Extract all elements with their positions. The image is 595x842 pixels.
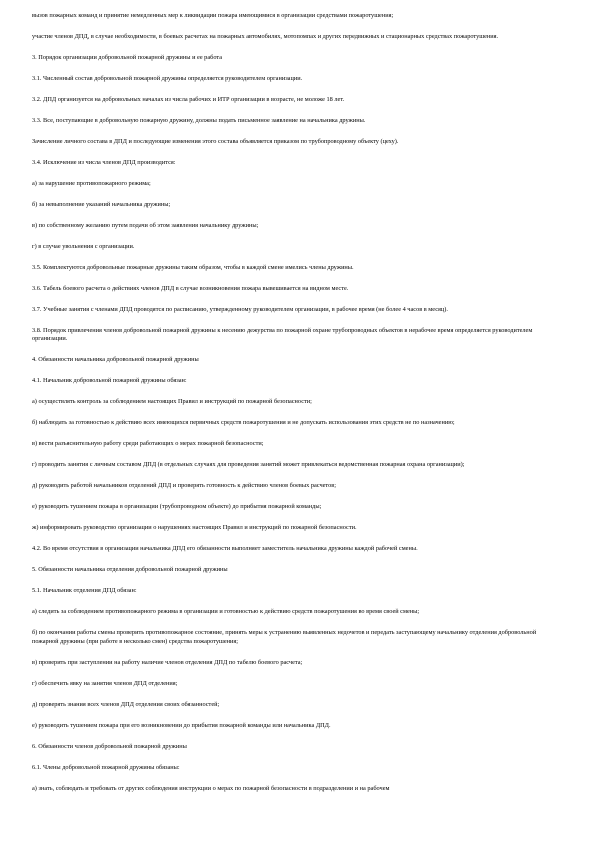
section-heading-3: 3. Порядок организации добровольной пожарной дружины и ее работа xyxy=(32,54,223,61)
list-item-4-1-e: е) руководить тушением пожара в организации (трубопроводном объекте) до прибытия пожарной команды; xyxy=(32,503,322,511)
paragraph-3-5: 3.5. Комплектуются добровольные пожарные дружины таким образом, чтобы в каждой смене имелись члены дружины. xyxy=(32,264,354,271)
list-item-5-1-b: б) по окончании работы смены проверить противопожарное состояние, принять меры к устранению выявленных недочетов и передать заступающему начальнику отделения добровольной пожарной дружины (при работе в несколько смен) средства пожаротушения; xyxy=(32,629,537,645)
list-item-5-1-e: е) руководить тушением пожара при его возникновении до прибытия пожарной команды или начальника ДПД. xyxy=(32,721,331,729)
paragraph-3-3: 3.3. Все, поступающие в добровольную пожарную дружину, должны подать письменное заявление на начальника дружины. xyxy=(32,117,366,124)
list-item-3-4-g: г) в случае увольнения с организации. xyxy=(32,243,135,250)
list-item-4-1-v: в) вести разъяснительную работу среди работающих о мерах пожарной безопасности; xyxy=(32,440,264,448)
list-item-3-4-b: б) за невыполнение указаний начальника дружины; xyxy=(32,201,171,208)
paragraph-3-8: 3.8. Порядок привлечения членов добровольной пожарной дружины к несению дежурства по пожарной охране трубопроводных объектов в нерабочее время определяется руководителем организации. xyxy=(32,327,533,343)
paragraph-call-fire-brigade: вызов пожарных команд и принятие немедленных мер к ликвидации пожара имеющимися в организации средствами пожаротушения; xyxy=(32,12,394,19)
list-item-4-1-zh: ж) информировать руководство организации о нарушениях настоящих Правил и инструкций по пожарной безопасности. xyxy=(32,524,357,532)
list-item-5-1-a: а) следить за соблюдением противопожарного режима в организации и готовностью к действию средств пожаротушения во время своей смены; xyxy=(32,608,420,616)
paragraph-4-2: 4.2. Во время отсутствия в организации начальника ДПД его обязанности выполняет заместитель начальника дружины каждой рабочей смены. xyxy=(32,545,418,553)
paragraph-6-1: 6.1. Члены добровольной пожарной дружины обязаны: xyxy=(32,763,180,771)
list-item-3-4-v: в) по собственному желанию путем подачи об этом заявления начальнику дружины; xyxy=(32,222,259,229)
section-heading-4: 4. Обязанности начальника добровольной пожарной дружины xyxy=(32,356,199,364)
paragraph-3-1: 3.1. Численный состав добровольной пожарной дружины определяется руководителем организации. xyxy=(32,75,303,82)
section-heading-6: 6. Обязанности членов добровольной пожарной дружины xyxy=(32,742,187,750)
list-item-3-4-a: а) за нарушение противопожарного режима; xyxy=(32,180,151,187)
list-item-4-1-a: а) осуществлять контроль за соблюдением настоящих Правил и инструкций по пожарной безопасности; xyxy=(32,398,312,406)
paragraph-3-7: 3.7. Учебные занятия с членами ДПД проводятся по расписанию, утвержденному руководителем организации, в рабочее время (не более 4 часов в месяц). xyxy=(32,306,448,313)
paragraph-4-1: 4.1. Начальник добровольной пожарной дружины обязан: xyxy=(32,377,187,385)
list-item-5-1-g: г) обеспечить явку на занятия членов ДПД отделения; xyxy=(32,679,178,687)
list-item-4-1-d: д) руководить работой начальников отделений ДПД и проверять готовность к действию членов боевых расчетов; xyxy=(32,482,336,490)
paragraph-3-6: 3.6. Табель боевого расчета о действиях членов ДПД в случае возникновения пожара вывешивается на видном месте. xyxy=(32,285,349,292)
list-item-5-1-v: в) проверить при заступлении на работу наличие членов отделения ДПД по табелю боевого расчета; xyxy=(32,658,303,666)
paragraph-5-1: 5.1. Начальник отделения ДПД обязан: xyxy=(32,587,137,595)
paragraph-3-4: 3.4. Исключение из числа членов ДПД производится: xyxy=(32,159,176,166)
list-item-4-1-g: г) проводить занятия с личным составом ДПД (в отдельных случаях для проведения занятий может привлекаться ведомственная пожарная охрана организации); xyxy=(32,461,465,469)
list-item-5-1-d: д) проверять знания всех членов ДПД отделения своих обязанностей; xyxy=(32,700,220,708)
paragraph-enrollment: Зачисление личного состава в ДПД и последующие изменения этого состава объявляется приказом по трубопроводному объекту (цеху). xyxy=(32,138,399,145)
section-heading-5: 5. Обязанности начальника отделения добровольной пожарной дружины xyxy=(32,566,228,574)
list-item-4-1-b: б) наблюдать за готовностью к действию всех имеющихся первичных средств пожаротушения и не допускать использования этих средств не по назначению; xyxy=(32,419,455,427)
list-item-6-1-a: а) знать, соблюдать и требовать от других соблюдения инструкции о мерах по пожарной безопасности в подразделении и на рабочем xyxy=(32,784,390,792)
paragraph-3-2: 3.2. ДПД организуется на добровольных началах из числа рабочих и ИТР организации в возрасте, не моложе 18 лет. xyxy=(32,96,345,103)
paragraph-participation-combat-crews: участие членов ДПД, в случае необходимости, в боевых расчетах на пожарных автомобилях, мотопомпах и других передвижных и стационарных средствах пожаротушения. xyxy=(32,33,499,40)
